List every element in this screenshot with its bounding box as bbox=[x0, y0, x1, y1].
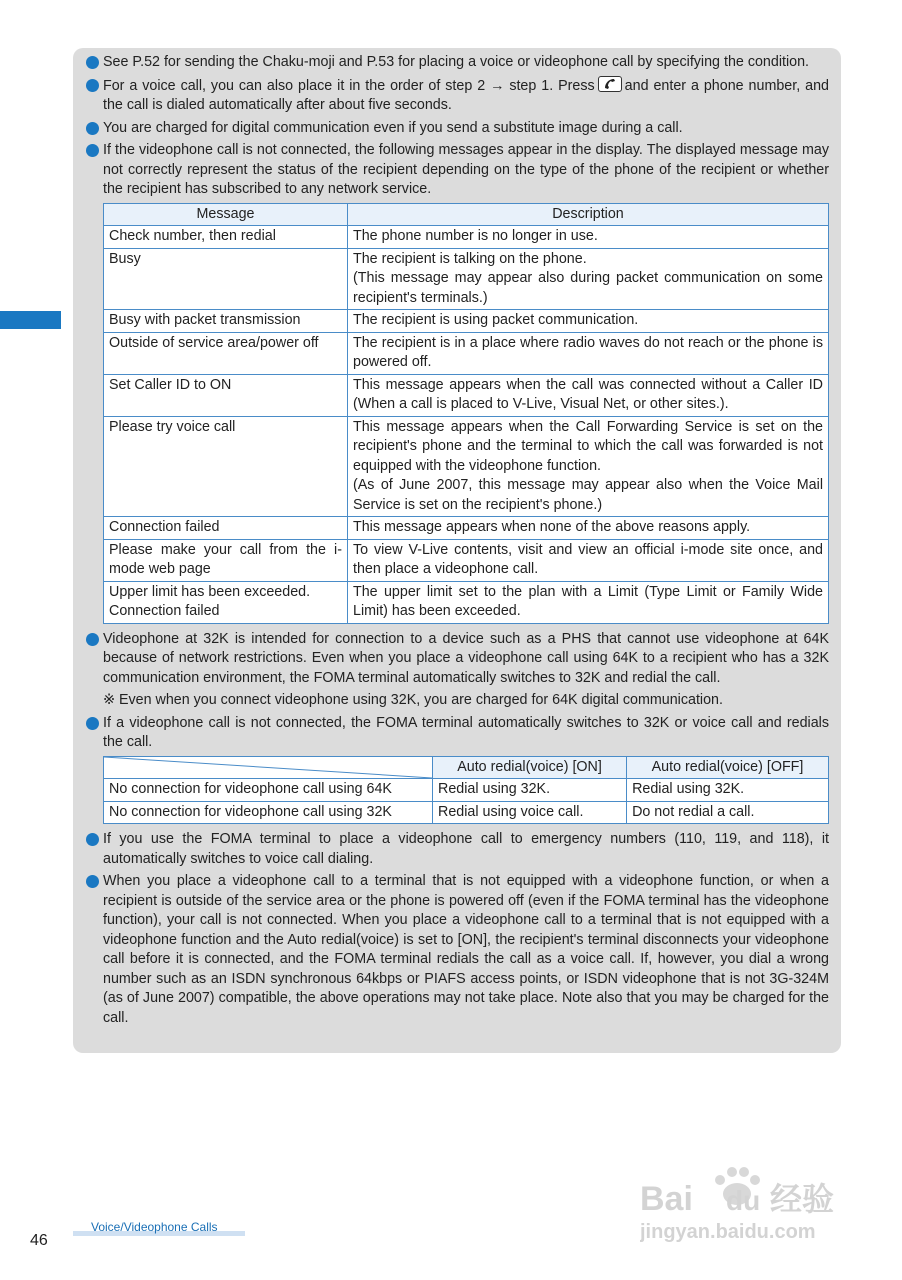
note-text: You are charged for digital communication even if you send a substitute image during a call. bbox=[103, 119, 683, 136]
description-cell: To view V-Live contents, visit and view an official i-mode site once, and then place a videophone call. bbox=[348, 539, 829, 581]
table-row bbox=[104, 332, 829, 374]
message-cell: Outside of service area/power off bbox=[104, 332, 348, 374]
note-text: and enter a phone number, and the call is dialed automatically after about five seconds. bbox=[103, 77, 829, 113]
message-line: Connection failed bbox=[109, 603, 220, 619]
message-cell bbox=[104, 581, 348, 623]
redial-table bbox=[103, 756, 829, 825]
header-corner bbox=[104, 756, 433, 779]
bullet-icon bbox=[86, 717, 99, 730]
table-header-row bbox=[104, 756, 829, 779]
notes-panel bbox=[73, 48, 841, 1053]
phone-key-icon bbox=[598, 76, 622, 92]
note-text: If you use the FOMA terminal to place a videophone call to emergency numbers (110, 119, and 118), it automatically switches to voice call dialing. bbox=[103, 831, 829, 867]
description-cell: This message appears when none of the above reasons apply. bbox=[348, 517, 829, 540]
diagonal-line bbox=[104, 757, 432, 778]
table-row bbox=[104, 310, 829, 333]
table-row bbox=[104, 226, 829, 249]
description-cell: The phone number is no longer in use. bbox=[348, 226, 829, 249]
baidu-watermark bbox=[640, 1150, 855, 1245]
note-text: When you place a videophone call to a terminal that is not equipped with a videophone function, or when a recipient is outside of the service area or the phone is powered off (even if the FOMA terminal has the videophone function), your call is not connected. When you place a videophone call to a terminal that is not equipped with a videophone function and the Auto redial(voice) is set to [ON], the recipient's terminal disconnects your videophone call before it is connected, and the FOMA terminal redials the call as a voice call. If, however, you dial a wrong number such as an ISDN synchronous 64kbps or PIAFS access points, or ISDN videophone that is not 3G-324M (as of June 2007) compatible, the above operations may not take place. Note also that you may be charged for the call. bbox=[103, 873, 829, 1026]
note-videophone-32k bbox=[85, 630, 829, 689]
message-cell: Set Caller ID to ON bbox=[104, 374, 348, 416]
note-text: For a voice call, you can also place it in the order of step 2 → step 1. Press bbox=[103, 77, 595, 94]
description-line: (This message may appear also during packet communication on some recipient's terminals.) bbox=[353, 270, 823, 306]
message-line: Upper limit has been exceeded. bbox=[109, 583, 311, 600]
redial-on-cell: Redial using 32K. bbox=[433, 779, 627, 802]
redial-on-cell: Redial using voice call. bbox=[433, 801, 627, 824]
bullet-icon bbox=[86, 56, 99, 69]
note-auto-switch bbox=[85, 714, 829, 753]
description-cell bbox=[348, 416, 829, 517]
table-row bbox=[104, 539, 829, 581]
condition-cell: No connection for videophone call using 64K bbox=[104, 779, 433, 802]
note-not-connected-messages bbox=[85, 141, 829, 200]
description-cell: This message appears when the call was connected without a Caller ID (When a call is placed to V-Live, Visual Net, or other sites.). bbox=[348, 374, 829, 416]
subnote-charged-64k: ※ Even when you connect videophone using 32K, you are charged for 64K digital communication. bbox=[103, 692, 723, 708]
message-table bbox=[103, 203, 829, 624]
header-message: Message bbox=[104, 203, 348, 226]
condition-cell: No connection for videophone call using 32K bbox=[104, 801, 433, 824]
table-row bbox=[104, 779, 829, 802]
watermark-brand-du: du bbox=[726, 1185, 761, 1216]
header-description: Description bbox=[348, 203, 829, 226]
description-cell: The recipient is using packet communication. bbox=[348, 310, 829, 333]
message-cell: Please try voice call bbox=[104, 416, 348, 517]
note-text: If a videophone call is not connected, the FOMA terminal automatically switches to 32K or voice call and redials the call. bbox=[103, 714, 829, 750]
bullet-icon bbox=[86, 833, 99, 846]
description-cell: The upper limit set to the plan with a Limit (Type Limit or Family Wide Limit) has been exceeded. bbox=[348, 581, 829, 623]
table-row bbox=[104, 374, 829, 416]
note-text: See P.52 for sending the Chaku-moji and P.53 for placing a voice or videophone call by specifying the condition. bbox=[103, 54, 810, 70]
table-row bbox=[104, 581, 829, 623]
note-charged-digital bbox=[85, 119, 829, 139]
table-row bbox=[104, 517, 829, 540]
bullet-icon bbox=[86, 79, 99, 92]
note-text: Videophone at 32K is intended for connection to a device such as a PHS that cannot use videophone at 64K because of network restrictions. Even when you place a videophone call using 64K to a recipient who has a 32K communication environment, the FOMA terminal automatically switches to 32K and redial the call. bbox=[103, 630, 829, 686]
note-voice-call-order bbox=[85, 76, 829, 116]
section-tab-marker bbox=[0, 311, 61, 329]
description-line: (As of June 2007, this message may appear also when the Voice Mail Service is set on the recipient's phone.) bbox=[353, 477, 823, 513]
message-cell: Busy with packet transmission bbox=[104, 310, 348, 333]
bullet-icon bbox=[86, 633, 99, 646]
table-row bbox=[104, 416, 829, 517]
description-cell: The recipient is in a place where radio waves do not reach or the phone is powered off. bbox=[348, 332, 829, 374]
table-header-row bbox=[104, 203, 829, 226]
table-row bbox=[104, 248, 829, 310]
footer-section-label: Voice/Videophone Calls bbox=[91, 1220, 218, 1234]
bullet-icon bbox=[86, 122, 99, 135]
header-redial-off: Auto redial(voice) [OFF] bbox=[627, 756, 829, 779]
bullet-icon bbox=[86, 875, 99, 888]
page-number: 46 bbox=[30, 1232, 48, 1249]
table-row bbox=[104, 801, 829, 824]
note-emergency-numbers bbox=[85, 830, 829, 869]
watermark-cn: 经验 bbox=[770, 1181, 835, 1217]
message-cell: Please make your call from the i-mode web page bbox=[104, 539, 348, 581]
redial-off-cell: Redial using 32K. bbox=[627, 779, 829, 802]
message-cell: Connection failed bbox=[104, 517, 348, 540]
message-cell: Check number, then redial bbox=[104, 226, 348, 249]
bullet-icon bbox=[86, 144, 99, 157]
redial-off-cell: Do not redial a call. bbox=[627, 801, 829, 824]
watermark-brand: Bai bbox=[640, 1180, 693, 1218]
description-line: This message appears when the Call Forwarding Service is set on the recipient's phone and the terminal to which the call was forwarded is not equipped with the videophone function. bbox=[353, 418, 823, 474]
description-line: The recipient is talking on the phone. bbox=[353, 250, 587, 267]
note-not-equipped bbox=[85, 872, 829, 1028]
note-see-pages bbox=[85, 53, 829, 73]
header-redial-on: Auto redial(voice) [ON] bbox=[433, 756, 627, 779]
description-cell bbox=[348, 248, 829, 310]
watermark-url: jingyan.baidu.com bbox=[640, 1221, 816, 1243]
message-cell: Busy bbox=[104, 248, 348, 310]
note-text: If the videophone call is not connected, the following messages appear in the display. The displayed message may not correctly represent the status of the recipient depending on the type of the phone of the recipient or whether the recipient has subscribed to any network service. bbox=[103, 142, 829, 197]
